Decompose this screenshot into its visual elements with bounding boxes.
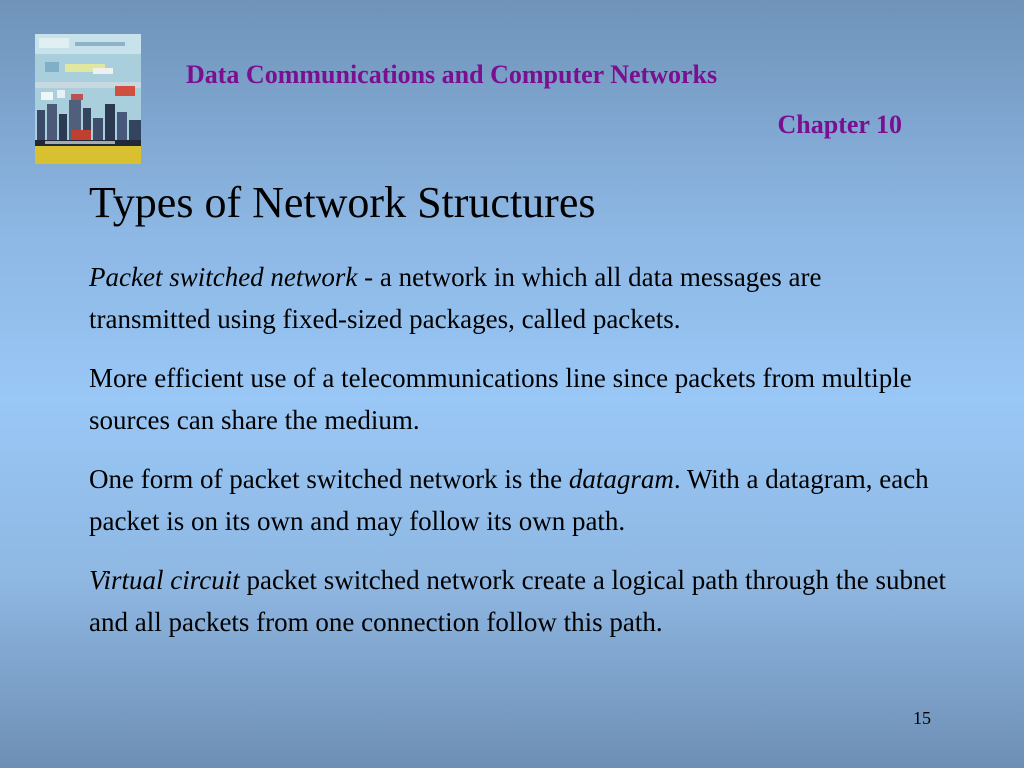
page-number: 15 — [913, 708, 931, 728]
term-virtual-circuit: Virtual circuit — [89, 565, 240, 595]
paragraph-efficiency — [89, 357, 949, 441]
paragraph-packet-switched — [89, 256, 949, 340]
book-cover-image — [35, 34, 141, 164]
slide-title: Types of Network Structures — [89, 178, 596, 227]
paragraph-datagram — [89, 458, 949, 542]
term-packet-switched-network: Packet switched network — [89, 262, 358, 292]
paragraph-text-pre: One form of packet switched network is the — [89, 464, 569, 494]
slide-body — [89, 256, 949, 660]
paragraph-text-post: . With a datagram, each packet is on its own and may follow its own path. — [89, 464, 929, 536]
chapter-label: Chapter 10 — [777, 110, 902, 139]
course-title: Data Communications and Computer Networks — [186, 60, 718, 89]
paragraph-virtual-circuit — [89, 559, 949, 643]
term-datagram: datagram — [568, 464, 674, 494]
paragraph-text: packet switched network create a logical path through the subnet and all packets from one connection follow this path. — [89, 565, 946, 637]
paragraph-text: More efficient use of a telecommunications line since packets from multiple sources can share the medium. — [89, 363, 912, 435]
paragraph-text: - a network in which all data messages are transmitted using fixed-sized packages, called packets. — [89, 262, 822, 334]
